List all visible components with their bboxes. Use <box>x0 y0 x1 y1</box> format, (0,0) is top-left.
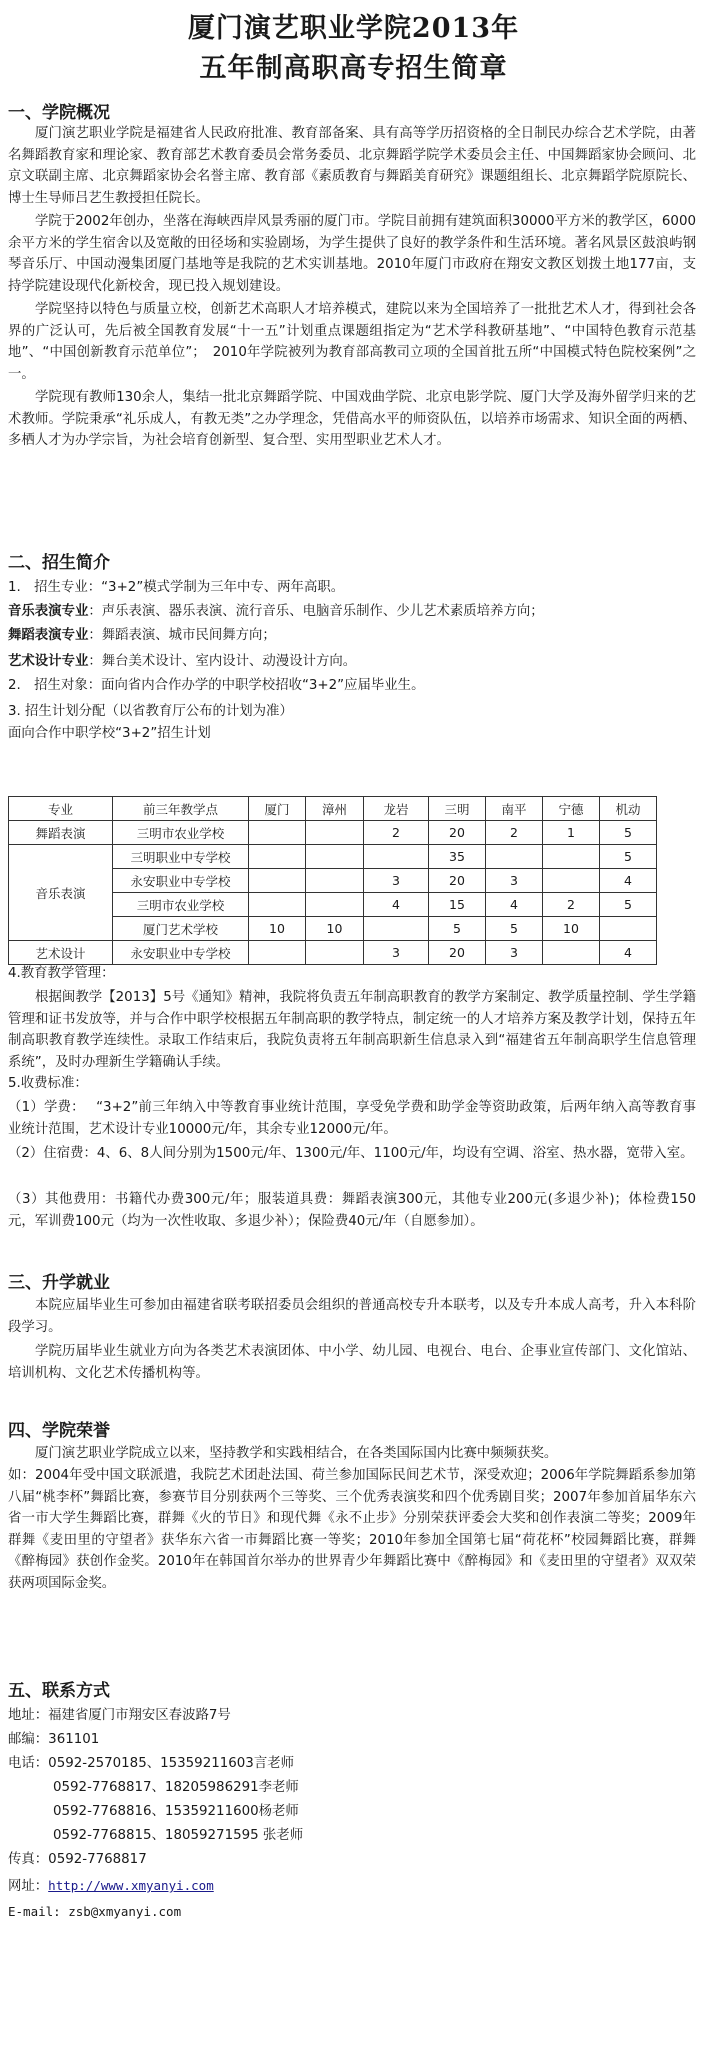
major-cell: 音乐表演 <box>9 845 113 941</box>
management-heading: 4.教育教学管理： <box>8 966 115 981</box>
table-cell: 20 <box>429 941 486 965</box>
table-cell: 3 <box>486 869 543 893</box>
table-cell <box>306 893 364 917</box>
dance-major-text: ：舞蹈表演、城市民间舞方向； <box>88 628 276 643</box>
table-cell: 2 <box>543 893 600 917</box>
table-header-cell: 专业 <box>9 797 113 821</box>
table-cell <box>249 845 306 869</box>
table-cell: 永安职业中专学校 <box>113 869 249 893</box>
table-cell <box>249 821 306 845</box>
page-title-line1: 厦门演艺职业学院2013年 <box>187 13 520 44</box>
table-cell: 5 <box>600 893 657 917</box>
table-caption: 面向合作中职学校“3+2”招生计划 <box>8 726 211 741</box>
table-cell: 三明职业中专学校 <box>113 845 249 869</box>
further-study-paragraph-2: 学院历届毕业生就业方向为各类艺术表演团体、中小学、幼儿园、电视台、电台、企事业宣传部门、文化馆站、培训机构、文化艺术传播机构等。 <box>8 1344 696 1381</box>
table-cell <box>306 845 364 869</box>
art-major-label: 艺术设计专业 <box>8 654 89 669</box>
further-study-paragraph-1: 本院应届毕业生可参加由福建省联考联招委员会组织的普通高校专升本联考，以及专升本成人高考，升入本科阶段学习。 <box>8 1298 696 1335</box>
table-cell: 4 <box>600 869 657 893</box>
table-cell: 4 <box>486 893 543 917</box>
contact-postcode: 邮编：361101 <box>8 1732 100 1747</box>
admissions-line-3: 3. 招生计划分配（以省教育厅公布的计划为准） <box>8 704 293 719</box>
table-cell <box>543 941 600 965</box>
contact-address: 地址：福建省厦门市翔安区春波路7号 <box>8 1708 231 1723</box>
table-cell: 10 <box>543 917 600 941</box>
table-cell: 5 <box>600 845 657 869</box>
dance-major-line <box>8 625 276 646</box>
table-row <box>9 821 657 845</box>
honors-paragraph-1: 厦门演艺职业学院成立以来，坚持教学和实践相结合，在各类国际国内比赛中频频获奖。 <box>35 1446 558 1461</box>
fee-tuition: （1）学费： “3+2”前三年纳入中等教育事业统计范围，享受免学费和助学金等资助政策，后两年纳入高等教育事业统计范围，艺术设计专业10000元/年，其余专业12000元/年。 <box>8 1100 696 1137</box>
table-cell: 10 <box>249 917 306 941</box>
overview-paragraph-2: 学院于2002年创办，坐落在海峡西岸风景秀丽的厦门市。学院目前拥有建筑面积30000平方米的教学区，6000余平方米的学生宿舍以及宽敞的田径场和实验剧场，为学生提供了良好的教学条件和生活环境。著名风景区鼓浪屿钢琴音乐厅、中国动漫集团厦门基地等是我院的艺术实训基地。2010年厦门市政府在翔安文教区划拨土地177亩，支持学院建设现代化新校舍，现已投入规划建设。 <box>8 214 696 294</box>
fees-heading: 5.收费标准： <box>8 1076 88 1091</box>
table-cell: 10 <box>306 917 364 941</box>
overview-paragraph-1: 厦门演艺职业学院是福建省人民政府批准、教育部备案、具有高等学历招资格的全日制民办综合艺术学院，由著名舞蹈教育家和理论家、教育部艺术教育委员会常务委员、北京舞蹈学院学术委员会主任、中国舞蹈家协会顾问、北京文联副主席、北京舞蹈家协会名誉主席、教育部《素质教育与舞蹈美育研究》课题组组长、北京舞蹈学院原院长、博士生导师吕艺生教授担任院长。 <box>8 126 696 206</box>
table-cell: 三明市农业学校 <box>113 893 249 917</box>
music-major-text: ：声乐表演、器乐表演、流行音乐、电脑音乐制作、少儿艺术素质培养方向； <box>88 604 544 619</box>
table-cell: 2 <box>364 821 429 845</box>
table-cell: 3 <box>486 941 543 965</box>
table-cell <box>306 869 364 893</box>
table-header-cell: 南平 <box>486 797 543 821</box>
table-cell: 5 <box>486 917 543 941</box>
table-row <box>9 845 657 869</box>
major-cell: 艺术设计 <box>9 941 113 965</box>
table-header-cell: 厦门 <box>249 797 306 821</box>
section-heading-admissions: 二、招生简介 <box>8 553 110 573</box>
art-major-text: ：舞台美术设计、室内设计、动漫设计方向。 <box>88 654 357 669</box>
admissions-line-2: 2. 招生对象：面向省内合作办学的中职学校招收“3+2”应届毕业生。 <box>8 678 425 693</box>
table-cell: 5 <box>600 821 657 845</box>
table-cell: 1 <box>543 821 600 845</box>
overview-paragraph-3: 学院坚持以特色与质量立校，创新艺术高职人才培养模式，建院以来为全国培养了一批批艺术人才，得到社会各界的广泛认可，先后被全国教育发展“十一五”计划重点课题组指定为“艺术学科教研基地”、“中国特色教育示范基地”、“中国创新教育示范单位”； 2010年学院被列为教育部高教司立项的全国首批五所“中国模式特色院校案例”之一。 <box>8 302 696 382</box>
table-cell: 4 <box>364 893 429 917</box>
table-cell: 2 <box>486 821 543 845</box>
table-cell: 35 <box>429 845 486 869</box>
table-cell: 三明市农业学校 <box>113 821 249 845</box>
table-cell <box>600 917 657 941</box>
section-heading-overview: 一、学院概况 <box>8 103 110 123</box>
table-cell: 20 <box>429 821 486 845</box>
table-cell <box>543 845 600 869</box>
fee-other: （3）其他费用：书籍代办费300元/年；服装道具费：舞蹈表演300元，其他专业200元(多退少补)；体检费150元，军训费100元（均为一次性收取、多退少补）；保险费40元/年（自愿参加）。 <box>8 1192 696 1229</box>
page-title-line2: 五年制高职高专招生简章 <box>199 53 508 84</box>
section-heading-further-study: 三、升学就业 <box>8 1273 110 1293</box>
table-header-cell: 宁德 <box>543 797 600 821</box>
contact-phone-3: 0592-7768816、15359211600杨老师 <box>53 1804 299 1819</box>
table-cell: 4 <box>600 941 657 965</box>
enrollment-plan-table <box>8 796 657 965</box>
table-cell <box>306 821 364 845</box>
table-cell <box>364 845 429 869</box>
table-cell <box>543 869 600 893</box>
major-cell: 舞蹈表演 <box>9 821 113 845</box>
table-header-cell: 前三年教学点 <box>113 797 249 821</box>
table-cell: 永安职业中专学校 <box>113 941 249 965</box>
table-cell <box>249 893 306 917</box>
honors-paragraph-2: 如：2004年受中国文联派遣，我院艺术团赴法国、荷兰参加国际民间艺术节，深受欢迎；2006年学院舞蹈系参加第八届“桃李杯”舞蹈比赛，参赛节目分别获两个三等奖、三个优秀表演奖和四个优秀剧目奖；2007年参加首届华东六省一市大学生舞蹈比赛，群舞《火的节日》和现代舞《永不止步》分别荣获评委会大奖和创作表演二等奖；2009年群舞《麦田里的守望者》获华东六省一市舞蹈比赛一等奖；2010年参加全国第七届“荷花杯”校园舞蹈比赛，群舞《醉梅园》获创作金奖。2010年在韩国首尔举办的世界青少年舞蹈比赛中《醉梅园》和《麦田里的守望者》双双荣获两项国际金奖。 <box>8 1468 696 1591</box>
admissions-line-1: 1. 招生专业：“3+2”模式学制为三年中专、两年高职。 <box>8 580 345 595</box>
contact-phone-1: 电话：0592-2570185、15359211603言老师 <box>8 1756 294 1771</box>
dance-major-label: 舞蹈表演专业 <box>8 628 89 643</box>
table-cell: 20 <box>429 869 486 893</box>
table-header-cell: 漳州 <box>306 797 364 821</box>
table-row <box>9 941 657 965</box>
art-major-line <box>8 651 356 672</box>
contact-phone-4: 0592-7768815、18059271595 张老师 <box>53 1828 304 1843</box>
management-paragraph: 根据闽教学【2013】5号《通知》精神，我院将负责五年制高职教育的教学方案制定、教学质量控制、学生学籍管理和证书发放等，并与合作中职学校根据五年制高职的教学特点，制定统一的人才培养方案及教学计划，保持五年制高职教育教学连续性。录取工作结束后，我院负责将五年制高职新生信息录入到“福建省五年制高职学生信息管理系统”，及时办理新生学籍确认手续。 <box>8 990 696 1070</box>
table-header-cell: 龙岩 <box>364 797 429 821</box>
table-cell <box>249 869 306 893</box>
fee-accommodation: （2）住宿费：4、6、8人间分别为1500元/年、1300元/年、1100元/年，均设有空调、浴室、热水器，宽带入室。 <box>8 1146 694 1161</box>
contact-email: E-mail: zsb@xmyanyi.com <box>8 1904 182 1919</box>
table-header-row <box>9 797 657 821</box>
table-cell: 3 <box>364 869 429 893</box>
music-major-line <box>8 601 544 622</box>
music-major-label: 音乐表演专业 <box>8 604 89 619</box>
contact-website-line <box>8 1875 214 1897</box>
table-header-cell: 机动 <box>600 797 657 821</box>
section-heading-contact: 五、联系方式 <box>8 1681 110 1701</box>
website-label: 网址： <box>8 1879 49 1894</box>
table-cell <box>486 845 543 869</box>
contact-fax: 传真：0592-7768817 <box>8 1852 147 1867</box>
table-cell: 3 <box>364 941 429 965</box>
table-cell <box>306 941 364 965</box>
table-cell: 15 <box>429 893 486 917</box>
table-cell <box>249 941 306 965</box>
table-header-cell: 三明 <box>429 797 486 821</box>
table-cell <box>364 917 429 941</box>
website-link[interactable]: http://www.xmyanyi.com <box>48 1878 214 1893</box>
contact-phone-2: 0592-7768817、18205986291李老师 <box>53 1780 299 1795</box>
table-cell: 厦门艺术学校 <box>113 917 249 941</box>
table-cell: 5 <box>429 917 486 941</box>
section-heading-honors: 四、学院荣誉 <box>8 1421 110 1441</box>
overview-paragraph-4: 学院现有教师130余人，集结一批北京舞蹈学院、中国戏曲学院、北京电影学院、厦门大学及海外留学归来的艺术教师。学院秉承“礼乐成人，有教无类”之办学理念，凭借高水平的师资队伍，以培养市场需求、知识全面的两栖、多栖人才为办学宗旨，为社会培育创新型、复合型、实用型职业艺术人才。 <box>8 390 696 449</box>
